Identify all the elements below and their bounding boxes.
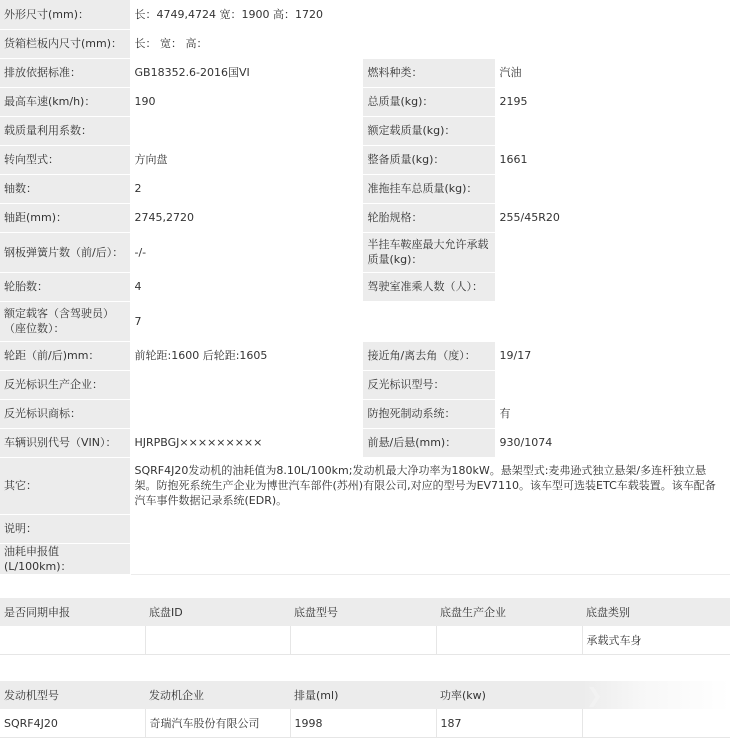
chassis-value-cell xyxy=(145,626,290,655)
spec-value xyxy=(130,514,730,543)
spec-value: SQRF4J20发动机的油耗值为8.10L/100km;发动机最大净功率为180kW。悬架型式:麦弗逊式独立悬架/多连杆独立悬架。防抱死系统生产企业为博世汽车部件(苏州)有限公司,对应的型号为EV7110。该车型可选装ETC车载装置。该车配备汽车事件数据记录系统(EDR)。 xyxy=(130,457,730,514)
spec-row xyxy=(0,87,730,116)
spec-label: 货箱栏板内尺寸(mm)： xyxy=(0,29,130,58)
engine-value-row xyxy=(0,709,730,738)
spec-value: 2195 xyxy=(495,87,730,116)
spec-value: 930/1074 xyxy=(495,428,730,457)
spec-label: 燃料种类： xyxy=(363,58,495,87)
spec-value: 2745,2720 xyxy=(130,203,363,232)
spec-label: 其它： xyxy=(0,457,130,514)
spec-value: -/- xyxy=(130,232,363,272)
spec-value: 4 xyxy=(130,272,363,301)
spec-value: 1661 xyxy=(495,145,730,174)
spec-row xyxy=(0,428,730,457)
engine-header-cell: 发动机型号 xyxy=(0,681,145,709)
spec-label: 反光标识商标： xyxy=(0,399,130,428)
spec-value xyxy=(495,174,730,203)
spec-label: 转向型式： xyxy=(0,145,130,174)
engine-value-cell: 1998 xyxy=(290,709,436,738)
spec-row xyxy=(0,457,730,514)
spec-row xyxy=(0,203,730,232)
spec-value xyxy=(495,370,730,399)
spec-row xyxy=(0,174,730,203)
spec-label: 半挂车鞍座最大允许承载质量(kg)： xyxy=(363,232,495,272)
engine-value-cell: 187 xyxy=(436,709,582,738)
chassis-header-cell: 底盘ID xyxy=(145,598,290,626)
engine-header-row xyxy=(0,681,730,709)
spec-row xyxy=(0,543,730,574)
spec-value: HJRPBGJ××××××××× xyxy=(130,428,363,457)
spec-label: 防抱死制动系统： xyxy=(363,399,495,428)
spec-row xyxy=(0,0,730,29)
engine-header-cell: 发动机企业 xyxy=(145,681,290,709)
spec-row xyxy=(0,29,730,58)
spec-label: 最高车速(km/h)： xyxy=(0,87,130,116)
spec-value: 汽油 xyxy=(495,58,730,87)
engine-header-cell: 排量(ml) xyxy=(290,681,436,709)
spec-value xyxy=(495,232,730,272)
spec-label: 轴数： xyxy=(0,174,130,203)
spec-value: 前轮距:1600 后轮距:1605 xyxy=(130,341,363,370)
spec-label: 轮胎数： xyxy=(0,272,130,301)
spec-label: 额定载客（含驾驶员）（座位数）： xyxy=(0,301,130,341)
spec-value xyxy=(495,272,730,301)
spec-label: 油耗申报值(L/100km)： xyxy=(0,543,130,574)
spec-row xyxy=(0,341,730,370)
spec-value: 方向盘 xyxy=(130,145,363,174)
spec-row xyxy=(0,232,730,272)
spec-row xyxy=(0,58,730,87)
spec-label: 反光标识型号： xyxy=(363,370,495,399)
spec-label: 驾驶室准乘人数（人）： xyxy=(363,272,495,301)
spec-value: 有 xyxy=(495,399,730,428)
spec-label: 总质量(kg)： xyxy=(363,87,495,116)
spec-label: 轮距（前/后)mm： xyxy=(0,341,130,370)
spec-label: 外形尺寸(mm)： xyxy=(0,0,130,29)
spec-row xyxy=(0,116,730,145)
chassis-header-row xyxy=(0,598,730,626)
spec-row xyxy=(0,145,730,174)
spec-value: 19/17 xyxy=(495,341,730,370)
spec-value xyxy=(130,370,363,399)
spec-value: 190 xyxy=(130,87,363,116)
engine-table xyxy=(0,681,730,738)
spec-row xyxy=(0,272,730,301)
spec-label: 车辆识别代号（VIN）： xyxy=(0,428,130,457)
spec-value: 长：4749,4724 宽：1900 高：1720 xyxy=(130,0,730,29)
spec-label: 载质量利用系数： xyxy=(0,116,130,145)
spec-row xyxy=(0,514,730,543)
engine-header-cell: 功率(kw) xyxy=(436,681,582,709)
spec-value: 长： 宽： 高： xyxy=(130,29,730,58)
spec-value xyxy=(495,116,730,145)
spec-row xyxy=(0,301,730,341)
chassis-value-cell: 承载式车身 xyxy=(582,626,730,655)
spec-label: 说明： xyxy=(0,514,130,543)
engine-value-cell: 奇瑞汽车股份有限公司 xyxy=(145,709,290,738)
spec-label: 轮胎规格： xyxy=(363,203,495,232)
chassis-header-cell: 底盘类别 xyxy=(582,598,730,626)
chassis-value-cell xyxy=(0,626,145,655)
spec-label: 准拖挂车总质量(kg)： xyxy=(363,174,495,203)
spec-value: 2 xyxy=(130,174,363,203)
engine-value-cell xyxy=(582,709,730,738)
spec-value: 7 xyxy=(130,301,730,341)
engine-header-fade-cell xyxy=(582,681,730,709)
spec-value xyxy=(130,399,363,428)
spec-value: GB18352.6-2016国VI xyxy=(130,58,363,87)
spec-label: 整备质量(kg)： xyxy=(363,145,495,174)
chassis-value-cell xyxy=(290,626,436,655)
spec-label: 轴距(mm)： xyxy=(0,203,130,232)
spec-label: 接近角/离去角（度）： xyxy=(363,341,495,370)
chassis-value-row xyxy=(0,626,730,655)
engine-value-cell: SQRF4J20 xyxy=(0,709,145,738)
spec-label: 反光标识生产企业： xyxy=(0,370,130,399)
spec-label: 钢板弹簧片数（前/后）： xyxy=(0,232,130,272)
chassis-header-cell: 底盘型号 xyxy=(290,598,436,626)
spec-label: 前悬/后悬(mm)： xyxy=(363,428,495,457)
chevron-right-icon: ❯ xyxy=(586,682,603,707)
chassis-header-cell: 是否同期申报 xyxy=(0,598,145,626)
chassis-header-cell: 底盘生产企业 xyxy=(436,598,582,626)
chassis-table xyxy=(0,598,730,655)
spec-value: 255/45R20 xyxy=(495,203,730,232)
spec-label: 排放依据标准： xyxy=(0,58,130,87)
spec-label: 额定载质量(kg)： xyxy=(363,116,495,145)
spec-value xyxy=(130,543,730,574)
spec-value xyxy=(130,116,363,145)
chassis-value-cell xyxy=(436,626,582,655)
spec-row xyxy=(0,370,730,399)
spec-row xyxy=(0,399,730,428)
